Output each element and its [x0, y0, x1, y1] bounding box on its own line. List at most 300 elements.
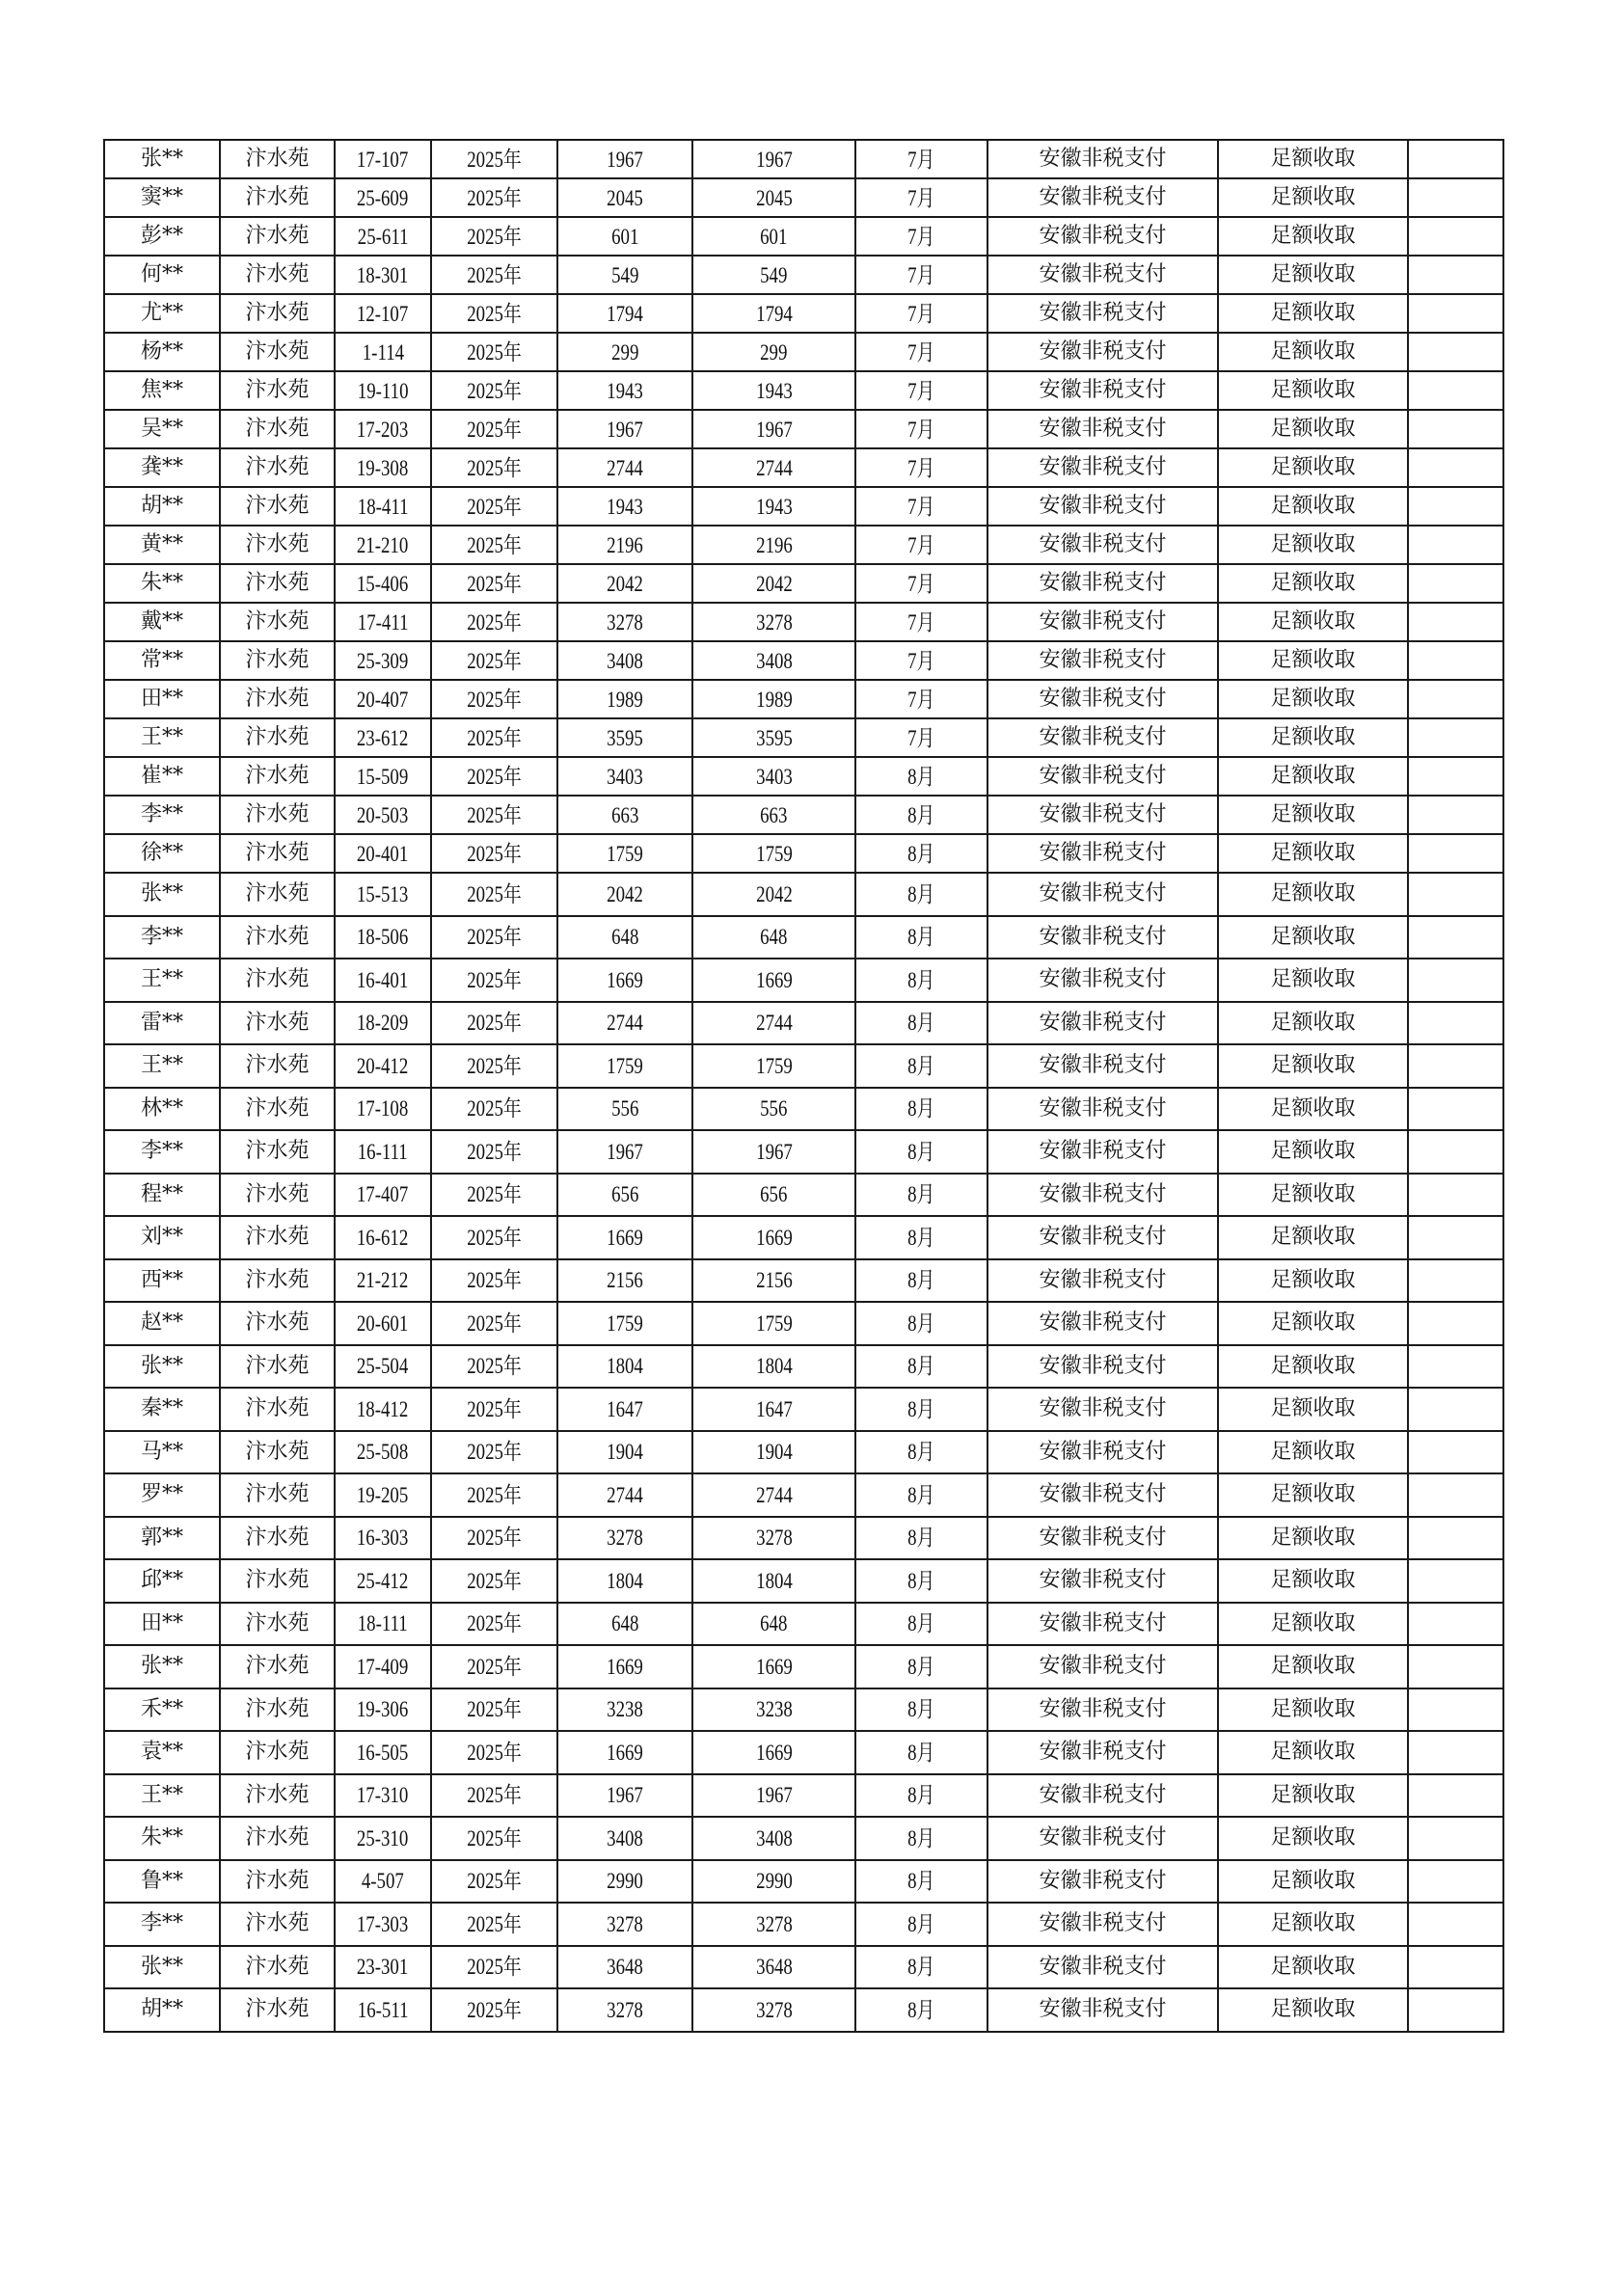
community-cell: 汴水苑 [220, 680, 335, 718]
amount-due-cell [557, 1088, 692, 1131]
amount-due-cell [557, 718, 692, 757]
unit-text: 17-411 [357, 609, 409, 635]
year-text: 2025年 [467, 1011, 522, 1036]
amount-paid-text: 1669 [755, 967, 793, 992]
collection-status-cell: 足额收取 [1218, 1388, 1408, 1431]
community-cell: 汴水苑 [220, 1946, 335, 1989]
community-cell: 汴水苑 [220, 410, 335, 448]
table-row [104, 178, 1503, 217]
amount-due-cell [557, 1860, 692, 1904]
amount-due-text: 1943 [607, 378, 643, 403]
month-text: 7月 [907, 609, 935, 635]
amount-due-text: 3278 [607, 609, 643, 635]
community-cell: 汴水苑 [220, 959, 335, 1002]
year-text: 2025年 [467, 1740, 522, 1765]
amount-due-text: 1904 [607, 1440, 643, 1465]
amount-due-cell [557, 448, 692, 487]
remarks-cell [1408, 256, 1503, 294]
amount-paid-text: 1647 [755, 1396, 793, 1421]
collection-status-cell: 足额收取 [1218, 1559, 1408, 1603]
name-cell: 朱** [104, 564, 220, 603]
unit-text: 16-505 [357, 1740, 409, 1765]
remarks-cell [1408, 1645, 1503, 1688]
collection-status-cell: 足额收取 [1218, 680, 1408, 718]
table-row [104, 873, 1503, 916]
amount-due-text: 2744 [607, 1011, 643, 1036]
table-row [104, 1988, 1503, 2032]
unit-cell [335, 1645, 431, 1688]
remarks-cell [1408, 1559, 1503, 1603]
unit-cell [335, 294, 431, 333]
community-cell: 汴水苑 [220, 333, 335, 371]
unit-cell [335, 1345, 431, 1389]
month-text: 8月 [907, 1654, 935, 1679]
payment-method-cell: 安徽非税支付 [987, 487, 1218, 526]
collection-status-cell: 足额收取 [1218, 410, 1408, 448]
community-cell: 汴水苑 [220, 757, 335, 796]
amount-paid-text: 3595 [755, 725, 793, 750]
table-row [104, 1817, 1503, 1860]
unit-text: 20-401 [357, 841, 409, 866]
name-cell: 黄** [104, 526, 220, 564]
year-cell [431, 1603, 557, 1646]
payment-method-cell: 安徽非税支付 [987, 1517, 1218, 1560]
remarks-cell [1408, 1473, 1503, 1517]
month-cell [855, 757, 987, 796]
unit-text: 18-301 [357, 262, 409, 287]
amount-due-cell [557, 1988, 692, 2032]
year-text: 2025年 [467, 378, 522, 403]
year-text: 2025年 [467, 1053, 522, 1078]
amount-paid-cell [692, 718, 855, 757]
remarks-cell [1408, 796, 1503, 834]
remarks-cell [1408, 294, 1503, 333]
unit-text: 21-212 [357, 1268, 409, 1293]
amount-paid-cell [692, 294, 855, 333]
remarks-cell [1408, 1216, 1503, 1259]
year-text: 2025年 [467, 802, 522, 827]
remarks-cell [1408, 603, 1503, 641]
payment-method-cell: 安徽非税支付 [987, 959, 1218, 1002]
amount-due-cell [557, 1603, 692, 1646]
amount-paid-cell [692, 1088, 855, 1131]
table-row [104, 1388, 1503, 1431]
amount-paid-text: 3278 [755, 609, 793, 635]
month-text: 7月 [907, 455, 935, 480]
year-text: 2025年 [467, 224, 522, 249]
collection-status-cell: 足额收取 [1218, 1603, 1408, 1646]
unit-cell [335, 410, 431, 448]
year-cell [431, 1174, 557, 1217]
collection-status-cell: 足额收取 [1218, 333, 1408, 371]
month-cell [855, 1174, 987, 1217]
table-row [104, 959, 1503, 1002]
amount-due-text: 2042 [607, 571, 643, 596]
year-cell [431, 140, 557, 178]
table-row [104, 564, 1503, 603]
amount-due-text: 1647 [607, 1396, 643, 1421]
year-text: 2025年 [467, 841, 522, 866]
amount-due-cell [557, 603, 692, 641]
remarks-cell [1408, 371, 1503, 410]
amount-due-text: 2744 [607, 455, 643, 480]
month-text: 8月 [907, 1011, 935, 1036]
month-cell [855, 1345, 987, 1389]
payment-method-cell: 安徽非税支付 [987, 718, 1218, 757]
amount-due-cell [557, 1345, 692, 1389]
remarks-cell [1408, 834, 1503, 873]
amount-due-cell [557, 1473, 692, 1517]
collection-status-cell: 足额收取 [1218, 371, 1408, 410]
amount-paid-cell [692, 1860, 855, 1904]
year-cell [431, 1388, 557, 1431]
month-cell [855, 333, 987, 371]
month-cell [855, 1044, 987, 1088]
table-row [104, 1559, 1503, 1603]
remarks-cell [1408, 1302, 1503, 1345]
amount-due-cell [557, 1002, 692, 1045]
month-cell [855, 718, 987, 757]
amount-due-cell [557, 1731, 692, 1774]
month-text: 8月 [907, 1225, 935, 1250]
amount-paid-text: 3278 [755, 1911, 793, 1936]
table-row [104, 140, 1503, 178]
month-text: 7月 [907, 185, 935, 210]
table-row [104, 1259, 1503, 1303]
community-cell: 汴水苑 [220, 916, 335, 959]
payment-method-cell: 安徽非税支付 [987, 1345, 1218, 1389]
year-cell [431, 526, 557, 564]
month-text: 7月 [907, 262, 935, 287]
amount-due-cell [557, 487, 692, 526]
unit-cell [335, 1817, 431, 1860]
unit-cell [335, 487, 431, 526]
unit-text: 18-111 [357, 1611, 409, 1636]
payment-method-cell: 安徽非税支付 [987, 1259, 1218, 1303]
name-cell: 刘** [104, 1216, 220, 1259]
month-cell [855, 1988, 987, 2032]
month-text: 8月 [907, 1139, 935, 1164]
month-text: 8月 [907, 841, 935, 866]
community-cell: 汴水苑 [220, 1473, 335, 1517]
payment-method-cell: 安徽非税支付 [987, 680, 1218, 718]
month-text: 8月 [907, 1526, 935, 1551]
collection-status-cell: 足额收取 [1218, 1002, 1408, 1045]
table-row [104, 1088, 1503, 1131]
month-cell [855, 1645, 987, 1688]
remarks-cell [1408, 1388, 1503, 1431]
amount-due-cell [557, 1216, 692, 1259]
name-cell: 张** [104, 1345, 220, 1389]
amount-due-cell [557, 371, 692, 410]
payment-method-cell: 安徽非税支付 [987, 1088, 1218, 1131]
amount-paid-cell [692, 217, 855, 256]
amount-paid-text: 2744 [755, 455, 793, 480]
amount-paid-cell [692, 1774, 855, 1818]
amount-paid-cell [692, 641, 855, 680]
year-cell [431, 834, 557, 873]
amount-paid-text: 1804 [755, 1354, 793, 1379]
year-cell [431, 1130, 557, 1174]
table-row [104, 256, 1503, 294]
collection-status-cell: 足额收取 [1218, 834, 1408, 873]
amount-paid-text: 3403 [755, 764, 793, 789]
month-text: 8月 [907, 1396, 935, 1421]
month-text: 8月 [907, 1611, 935, 1636]
amount-paid-cell [692, 1603, 855, 1646]
amount-paid-cell [692, 1817, 855, 1860]
amount-paid-text: 3278 [755, 1526, 793, 1551]
amount-paid-cell [692, 1559, 855, 1603]
amount-due-cell [557, 217, 692, 256]
amount-paid-cell [692, 487, 855, 526]
amount-paid-text: 648 [760, 925, 788, 950]
amount-due-cell [557, 1431, 692, 1474]
amount-due-cell [557, 410, 692, 448]
collection-status-cell: 足额收取 [1218, 1044, 1408, 1088]
amount-due-text: 656 [610, 1182, 639, 1207]
name-cell: 赵** [104, 1302, 220, 1345]
month-cell [855, 526, 987, 564]
year-cell [431, 448, 557, 487]
month-text: 8月 [907, 1869, 935, 1894]
unit-text: 25-611 [357, 224, 409, 249]
month-text: 8月 [907, 764, 935, 789]
year-cell [431, 1903, 557, 1946]
unit-cell [335, 371, 431, 410]
collection-status-cell: 足额收取 [1218, 603, 1408, 641]
community-cell: 汴水苑 [220, 526, 335, 564]
year-cell [431, 757, 557, 796]
amount-due-text: 1967 [607, 1139, 643, 1164]
amount-paid-text: 2045 [755, 185, 793, 210]
month-cell [855, 1603, 987, 1646]
year-cell [431, 1088, 557, 1131]
month-cell [855, 1860, 987, 1904]
amount-paid-cell [692, 1688, 855, 1732]
year-text: 2025年 [467, 1225, 522, 1250]
amount-paid-cell [692, 757, 855, 796]
amount-due-cell [557, 1259, 692, 1303]
amount-due-cell [557, 256, 692, 294]
unit-cell [335, 1688, 431, 1732]
month-cell [855, 564, 987, 603]
amount-due-text: 3278 [607, 1526, 643, 1551]
unit-cell [335, 834, 431, 873]
year-cell [431, 959, 557, 1002]
amount-paid-text: 1989 [755, 687, 793, 712]
collection-status-cell: 足额收取 [1218, 916, 1408, 959]
community-cell: 汴水苑 [220, 1988, 335, 2032]
community-cell: 汴水苑 [220, 1216, 335, 1259]
month-cell [855, 1903, 987, 1946]
name-cell: 郭** [104, 1517, 220, 1560]
community-cell: 汴水苑 [220, 140, 335, 178]
payment-method-cell: 安徽非税支付 [987, 1473, 1218, 1517]
month-cell [855, 1302, 987, 1345]
year-text: 2025年 [467, 147, 522, 172]
remarks-cell [1408, 448, 1503, 487]
unit-cell [335, 1473, 431, 1517]
amount-due-cell [557, 1517, 692, 1560]
name-cell: 王** [104, 1774, 220, 1818]
name-cell: 杨** [104, 333, 220, 371]
month-cell [855, 1088, 987, 1131]
year-cell [431, 1559, 557, 1603]
community-cell: 汴水苑 [220, 1302, 335, 1345]
month-cell [855, 371, 987, 410]
year-cell [431, 1345, 557, 1389]
month-cell [855, 916, 987, 959]
collection-status-cell: 足额收取 [1218, 1130, 1408, 1174]
unit-cell [335, 1216, 431, 1259]
year-text: 2025年 [467, 1440, 522, 1465]
remarks-cell [1408, 1688, 1503, 1732]
name-cell: 张** [104, 1946, 220, 1989]
payment-method-cell: 安徽非税支付 [987, 916, 1218, 959]
month-text: 7月 [907, 687, 935, 712]
payment-method-cell: 安徽非税支付 [987, 1130, 1218, 1174]
year-cell [431, 603, 557, 641]
name-cell: 田** [104, 1603, 220, 1646]
payment-method-cell: 安徽非税支付 [987, 1559, 1218, 1603]
amount-paid-cell [692, 1645, 855, 1688]
amount-due-text: 3278 [607, 1911, 643, 1936]
amount-due-cell [557, 1645, 692, 1688]
remarks-cell [1408, 641, 1503, 680]
month-cell [855, 410, 987, 448]
name-cell: 焦** [104, 371, 220, 410]
amount-due-text: 648 [610, 925, 639, 950]
amount-paid-cell [692, 1345, 855, 1389]
unit-cell [335, 1946, 431, 1989]
payment-record-table [103, 139, 1504, 2033]
amount-due-cell [557, 1388, 692, 1431]
year-cell [431, 641, 557, 680]
remarks-cell [1408, 1988, 1503, 2032]
year-text: 2025年 [467, 1396, 522, 1421]
amount-paid-text: 3408 [755, 648, 793, 673]
year-cell [431, 371, 557, 410]
table-row [104, 1431, 1503, 1474]
amount-due-text: 2156 [607, 1268, 643, 1293]
amount-due-cell [557, 526, 692, 564]
unit-text: 25-309 [357, 648, 409, 673]
payment-method-cell: 安徽非税支付 [987, 1817, 1218, 1860]
community-cell: 汴水苑 [220, 178, 335, 217]
amount-due-text: 1804 [607, 1354, 643, 1379]
amount-due-text: 1989 [607, 687, 643, 712]
amount-due-cell [557, 1130, 692, 1174]
amount-paid-text: 1759 [755, 1310, 793, 1336]
month-text: 8月 [907, 1482, 935, 1507]
remarks-cell [1408, 1431, 1503, 1474]
amount-due-text: 1967 [607, 1783, 643, 1808]
amount-paid-text: 549 [760, 262, 788, 287]
payment-method-cell: 安徽非税支付 [987, 796, 1218, 834]
year-cell [431, 796, 557, 834]
payment-method-cell: 安徽非税支付 [987, 1688, 1218, 1732]
collection-status-cell: 足额收取 [1218, 217, 1408, 256]
payment-method-cell: 安徽非税支付 [987, 757, 1218, 796]
community-cell: 汴水苑 [220, 1645, 335, 1688]
community-cell: 汴水苑 [220, 603, 335, 641]
community-cell: 汴水苑 [220, 1174, 335, 1217]
year-cell [431, 217, 557, 256]
amount-due-cell [557, 796, 692, 834]
amount-paid-text: 3408 [755, 1825, 793, 1850]
year-cell [431, 1688, 557, 1732]
month-cell [855, 1130, 987, 1174]
collection-status-cell: 足额收取 [1218, 718, 1408, 757]
amount-due-text: 1804 [607, 1568, 643, 1593]
year-text: 2025年 [467, 262, 522, 287]
year-cell [431, 1645, 557, 1688]
amount-paid-text: 1669 [755, 1740, 793, 1765]
amount-paid-text: 2042 [755, 881, 793, 906]
year-text: 2025年 [467, 1182, 522, 1207]
year-text: 2025年 [467, 1096, 522, 1121]
amount-due-cell [557, 294, 692, 333]
payment-method-cell: 安徽非税支付 [987, 410, 1218, 448]
amount-paid-cell [692, 1431, 855, 1474]
name-cell: 田** [104, 680, 220, 718]
month-cell [855, 217, 987, 256]
year-text: 2025年 [467, 417, 522, 442]
month-cell [855, 1216, 987, 1259]
unit-text: 19-110 [357, 378, 409, 403]
community-cell: 汴水苑 [220, 873, 335, 916]
month-text: 8月 [907, 1697, 935, 1722]
month-text: 8月 [907, 1354, 935, 1379]
unit-cell [335, 1388, 431, 1431]
unit-cell [335, 959, 431, 1002]
unit-cell [335, 333, 431, 371]
month-text: 8月 [907, 881, 935, 906]
amount-paid-text: 1669 [755, 1654, 793, 1679]
year-text: 2025年 [467, 687, 522, 712]
name-cell: 王** [104, 718, 220, 757]
month-text: 8月 [907, 1268, 935, 1293]
year-text: 2025年 [467, 648, 522, 673]
community-cell: 汴水苑 [220, 1259, 335, 1303]
name-cell: 程** [104, 1174, 220, 1217]
remarks-cell [1408, 487, 1503, 526]
unit-text: 12-107 [357, 301, 409, 326]
amount-due-cell [557, 1174, 692, 1217]
table-row [104, 641, 1503, 680]
year-text: 2025年 [467, 1526, 522, 1551]
payment-method-cell: 安徽非税支付 [987, 1774, 1218, 1818]
name-cell: 邱** [104, 1559, 220, 1603]
year-text: 2025年 [467, 494, 522, 519]
community-cell: 汴水苑 [220, 1130, 335, 1174]
month-text: 8月 [907, 1440, 935, 1465]
unit-text: 16-303 [357, 1526, 409, 1551]
unit-cell [335, 1302, 431, 1345]
table-row [104, 1002, 1503, 1045]
name-cell: 朱** [104, 1817, 220, 1860]
month-cell [855, 256, 987, 294]
amount-paid-text: 1804 [755, 1568, 793, 1593]
collection-status-cell: 足额收取 [1218, 1817, 1408, 1860]
unit-text: 17-107 [357, 147, 409, 172]
amount-due-text: 601 [610, 224, 639, 249]
community-cell: 汴水苑 [220, 1517, 335, 1560]
collection-status-cell: 足额收取 [1218, 448, 1408, 487]
amount-due-cell [557, 1817, 692, 1860]
amount-paid-text: 1669 [755, 1225, 793, 1250]
